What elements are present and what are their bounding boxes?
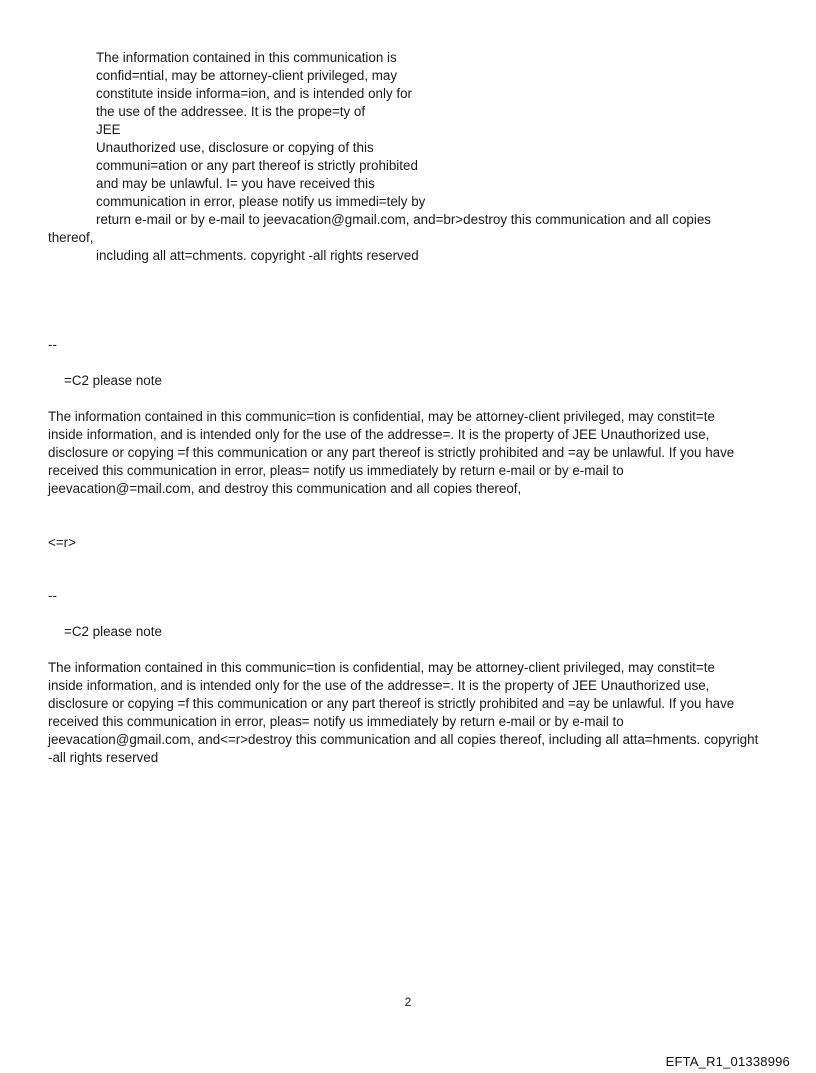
- disclaimer-line: including all att=chments. copyright -all rights reserved: [96, 248, 419, 263]
- please-note-heading: =C2 please note: [64, 624, 162, 639]
- page-number: 2: [404, 995, 412, 1009]
- paragraph-line: The information contained in this communic=tion is confidential, may be attorney-client privileged, may constit=te: [48, 409, 715, 424]
- disclaimer-line: communi=ation or any part thereof is strictly prohibited: [96, 158, 418, 173]
- paragraph-line: received this communication in error, pleas= notify us immediately by return e-mail or by e-mail to: [48, 714, 624, 729]
- paragraph-line: received this communication in error, pleas= notify us immediately by return e-mail or by e-mail to: [48, 463, 624, 478]
- disclaimer-line: the use of the addressee. It is the prope=ty of: [96, 104, 366, 119]
- disclaimer-line: return e-mail or by e-mail to jeevacation@gmail.com, and=br>destroy this communication and all copies: [96, 212, 711, 227]
- disclaimer-line: Unauthorized use, disclosure or copying of this: [96, 140, 374, 155]
- paragraph-line: inside information, and is intended only for the use of the addresse=. It is the property of JEE Unauthorized use,: [48, 427, 710, 442]
- document-id: EFTA_R1_01338996: [665, 1054, 790, 1069]
- separator: --: [48, 337, 57, 352]
- disclaimer-line: The information contained in this communication is: [96, 50, 397, 65]
- please-note-heading: =C2 please note: [64, 373, 162, 388]
- paragraph-line: inside information, and is intended only for the use of the addresse=. It is the property of JEE Unauthorized use,: [48, 678, 710, 693]
- disclaimer-line: communication in error, please notify us immedi=tely by: [96, 194, 426, 209]
- paragraph-line: The information contained in this communic=tion is confidential, may be attorney-client privileged, may constit=te: [48, 660, 715, 675]
- disclaimer-wrap-line: thereof,: [48, 230, 94, 245]
- disclaimer-line: and may be unlawful. I= you have received this: [96, 176, 375, 191]
- separator: --: [48, 588, 57, 603]
- br-fragment: <=r>: [48, 535, 76, 550]
- disclaimer-line: confid=ntial, may be attorney-client privileged, may: [96, 68, 398, 83]
- paragraph-line: jeevacation@=mail.com, and destroy this communication and all copies thereof,: [48, 481, 522, 496]
- paragraph-line: jeevacation@gmail.com, and<=r>destroy this communication and all copies thereof, including all atta=hments. copyright: [48, 732, 759, 747]
- disclaimer-line: constitute inside informa=ion, and is intended only for: [96, 86, 412, 101]
- paragraph-line: -all rights reserved: [48, 750, 159, 765]
- paragraph-line: disclosure or copying =f this communication or any part thereof is strictly prohibited and =ay be unlawful. If you have: [48, 696, 735, 711]
- disclaimer-line: JEE: [96, 122, 121, 137]
- paragraph-line: disclosure or copying =f this communication or any part thereof is strictly prohibited and =ay be unlawful. If you have: [48, 445, 735, 460]
